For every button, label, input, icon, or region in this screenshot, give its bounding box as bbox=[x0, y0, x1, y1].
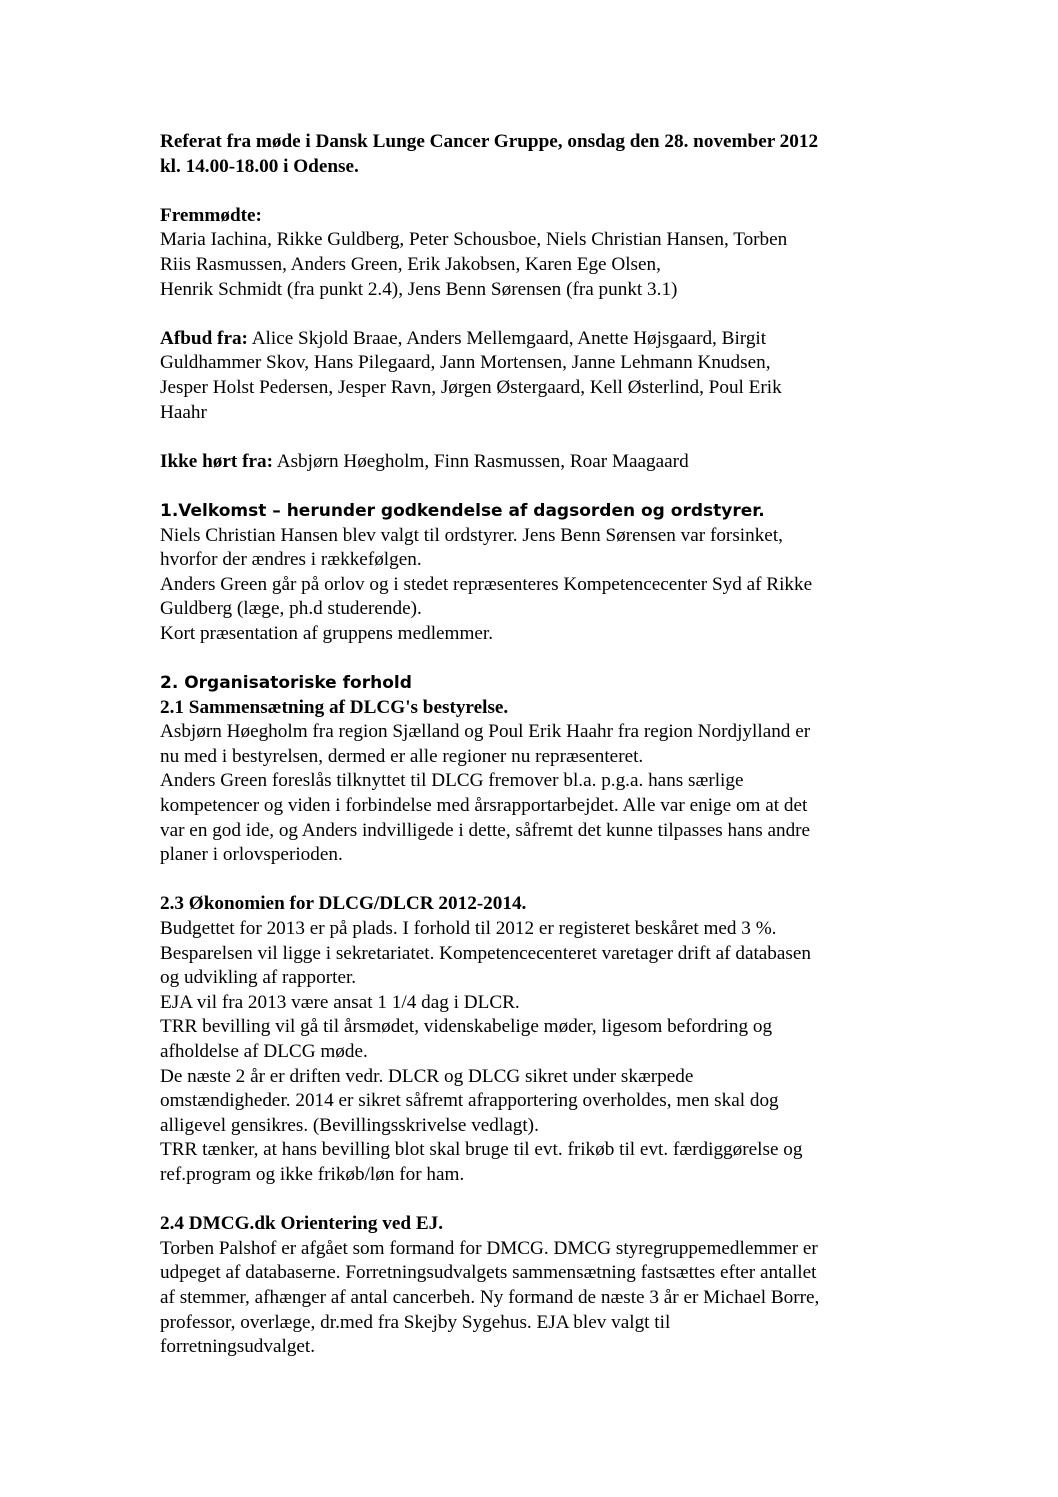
section-2-1-line: planer i orlovsperioden. bbox=[160, 844, 343, 866]
section-2-1-line: var en god ide, og Anders indvilligede i dette, såfremt det kunne tilpasses hans andre bbox=[160, 819, 811, 841]
section-2-4-line: professor, overlæge, dr.med fra Skejby Sygehus. EJA blev valgt til bbox=[160, 1311, 671, 1333]
section-2-3-line: De næste 2 år er driften vedr. DLCR og DLCG sikret under skærpede bbox=[160, 1065, 694, 1087]
section-2-4-line: udpeget af databaserne. Forretningsudvalgets sammensætning fastsættes efter antallet bbox=[160, 1262, 817, 1284]
absent-label: Afbud fra: bbox=[160, 327, 248, 349]
section-1-line: hvorfor der ændres i rækkefølgen. bbox=[160, 549, 422, 571]
attendees-line: Maria Iachina, Rikke Guldberg, Peter Schousboe, Niels Christian Hansen, Torben bbox=[160, 229, 788, 251]
document-title-line-2: kl. 14.00-18.00 i Odense. bbox=[160, 155, 359, 177]
section-2-3-line: alligevel gensikres. (Bevillingsskrivelse vedlagt). bbox=[160, 1114, 539, 1136]
section-2-1-line: Anders Green foreslås tilknyttet til DLCG fremover bl.a. p.g.a. hans særlige bbox=[160, 770, 744, 792]
not-heard-label: Ikke hørt fra: bbox=[160, 450, 273, 472]
attendees-line: Henrik Schmidt (fra punkt 2.4), Jens Benn Sørensen (fra punkt 3.1) bbox=[160, 278, 678, 300]
section-2-4-line: Torben Palshof er afgået som formand for DMCG. DMCG styregruppemedlemmer er bbox=[160, 1237, 818, 1259]
section-1-line: Niels Christian Hansen blev valgt til ordstyrer. Jens Benn Sørensen var forsinket, bbox=[160, 524, 783, 546]
section-2-4-line: forretningsudvalget. bbox=[160, 1336, 316, 1358]
section-1-heading: 1.Velkomst – herunder godkendelse af dagsorden og ordstyrer. bbox=[160, 500, 765, 521]
section-1-line: Kort præsentation af gruppens medlemmer. bbox=[160, 622, 494, 644]
section-2-3-heading: 2.3 Økonomien for DLCG/DLCR 2012-2014. bbox=[160, 893, 527, 915]
section-2-4-line: af stemmer, afhænger af antal cancerbeh. Ny formand de næste 3 år er Michael Borre, bbox=[160, 1286, 820, 1308]
section-2-4-heading: 2.4 DMCG.dk Orientering ved EJ. bbox=[160, 1213, 444, 1235]
attendees-line: Riis Rasmussen, Anders Green, Erik Jakobsen, Karen Ege Olsen, bbox=[160, 253, 661, 275]
section-2-1-line: Asbjørn Høegholm fra region Sjælland og Poul Erik Haahr fra region Nordjylland er bbox=[160, 721, 811, 743]
not-heard-text: Asbjørn Høegholm, Finn Rasmussen, Roar Maagaard bbox=[272, 450, 689, 472]
section-2-3-line: Budgettet for 2013 er på plads. I forhold til 2012 er registeret beskåret med 3 %. bbox=[160, 918, 777, 939]
absent-line: Jesper Holst Pedersen, Jesper Ravn, Jørgen Østergaard, Kell Østerlind, Poul Erik bbox=[160, 376, 782, 398]
section-2-3-line: Besparelsen vil ligge i sekretariatet. Kompetencecenteret varetager drift af databasen bbox=[160, 942, 811, 964]
not-heard-line bbox=[160, 450, 940, 475]
document-title-line-1: Referat fra møde i Dansk Lunge Cancer Gruppe, onsdag den 28. november 2012 bbox=[160, 131, 819, 152]
section-2-3-line: EJA vil fra 2013 være ansat 1 1/4 dag i DLCR. bbox=[160, 991, 520, 1013]
section-2-1-line: nu med i bestyrelsen, dermed er alle regioner nu repræsenteret. bbox=[160, 745, 644, 767]
section-1-line: Anders Green går på orlov og i stedet repræsenteres Kompetencecenter Syd af Rikke bbox=[160, 573, 813, 595]
section-2-heading: 2. Organisatoriske forhold bbox=[160, 673, 412, 694]
section-2-3-line: omstændigheder. 2014 er sikret såfremt afrapportering overholdes, men skal dog bbox=[160, 1090, 779, 1112]
absent-first-line bbox=[160, 327, 940, 352]
attendees-label: Fremmødte: bbox=[160, 204, 262, 226]
absent-first-text: Alice Skjold Braae, Anders Mellemgaard, Anette Højsgaard, Birgit bbox=[247, 327, 767, 349]
absent-line: Guldhammer Skov, Hans Pilegaard, Jann Mortensen, Janne Lehmann Knudsen, bbox=[160, 352, 771, 374]
document-page bbox=[160, 130, 940, 1360]
section-2-1-line: kompetencer og viden i forbindelse med årsrapportarbejdet. Alle var enige om at det bbox=[160, 795, 808, 817]
section-2-3-line: TRR tænker, at hans bevilling blot skal bruge til evt. frikøb til evt. færdiggørelse og bbox=[160, 1139, 803, 1161]
absent-line: Haahr bbox=[160, 401, 207, 423]
section-2-3-line: TRR bevilling vil gå til årsmødet, videnskabelige møder, ligesom befordring og bbox=[160, 1016, 773, 1038]
section-2-1-heading: 2.1 Sammensætning af DLCG's bestyrelse. bbox=[160, 696, 509, 718]
section-1-line: Guldberg (læge, ph.d studerende). bbox=[160, 598, 422, 620]
section-2-3-line: ref.program og ikke frikøb/løn for ham. bbox=[160, 1163, 465, 1185]
section-2-3-line: afholdelse af DLCG møde. bbox=[160, 1040, 368, 1062]
section-2-3-line: og udvikling af rapporter. bbox=[160, 967, 357, 989]
